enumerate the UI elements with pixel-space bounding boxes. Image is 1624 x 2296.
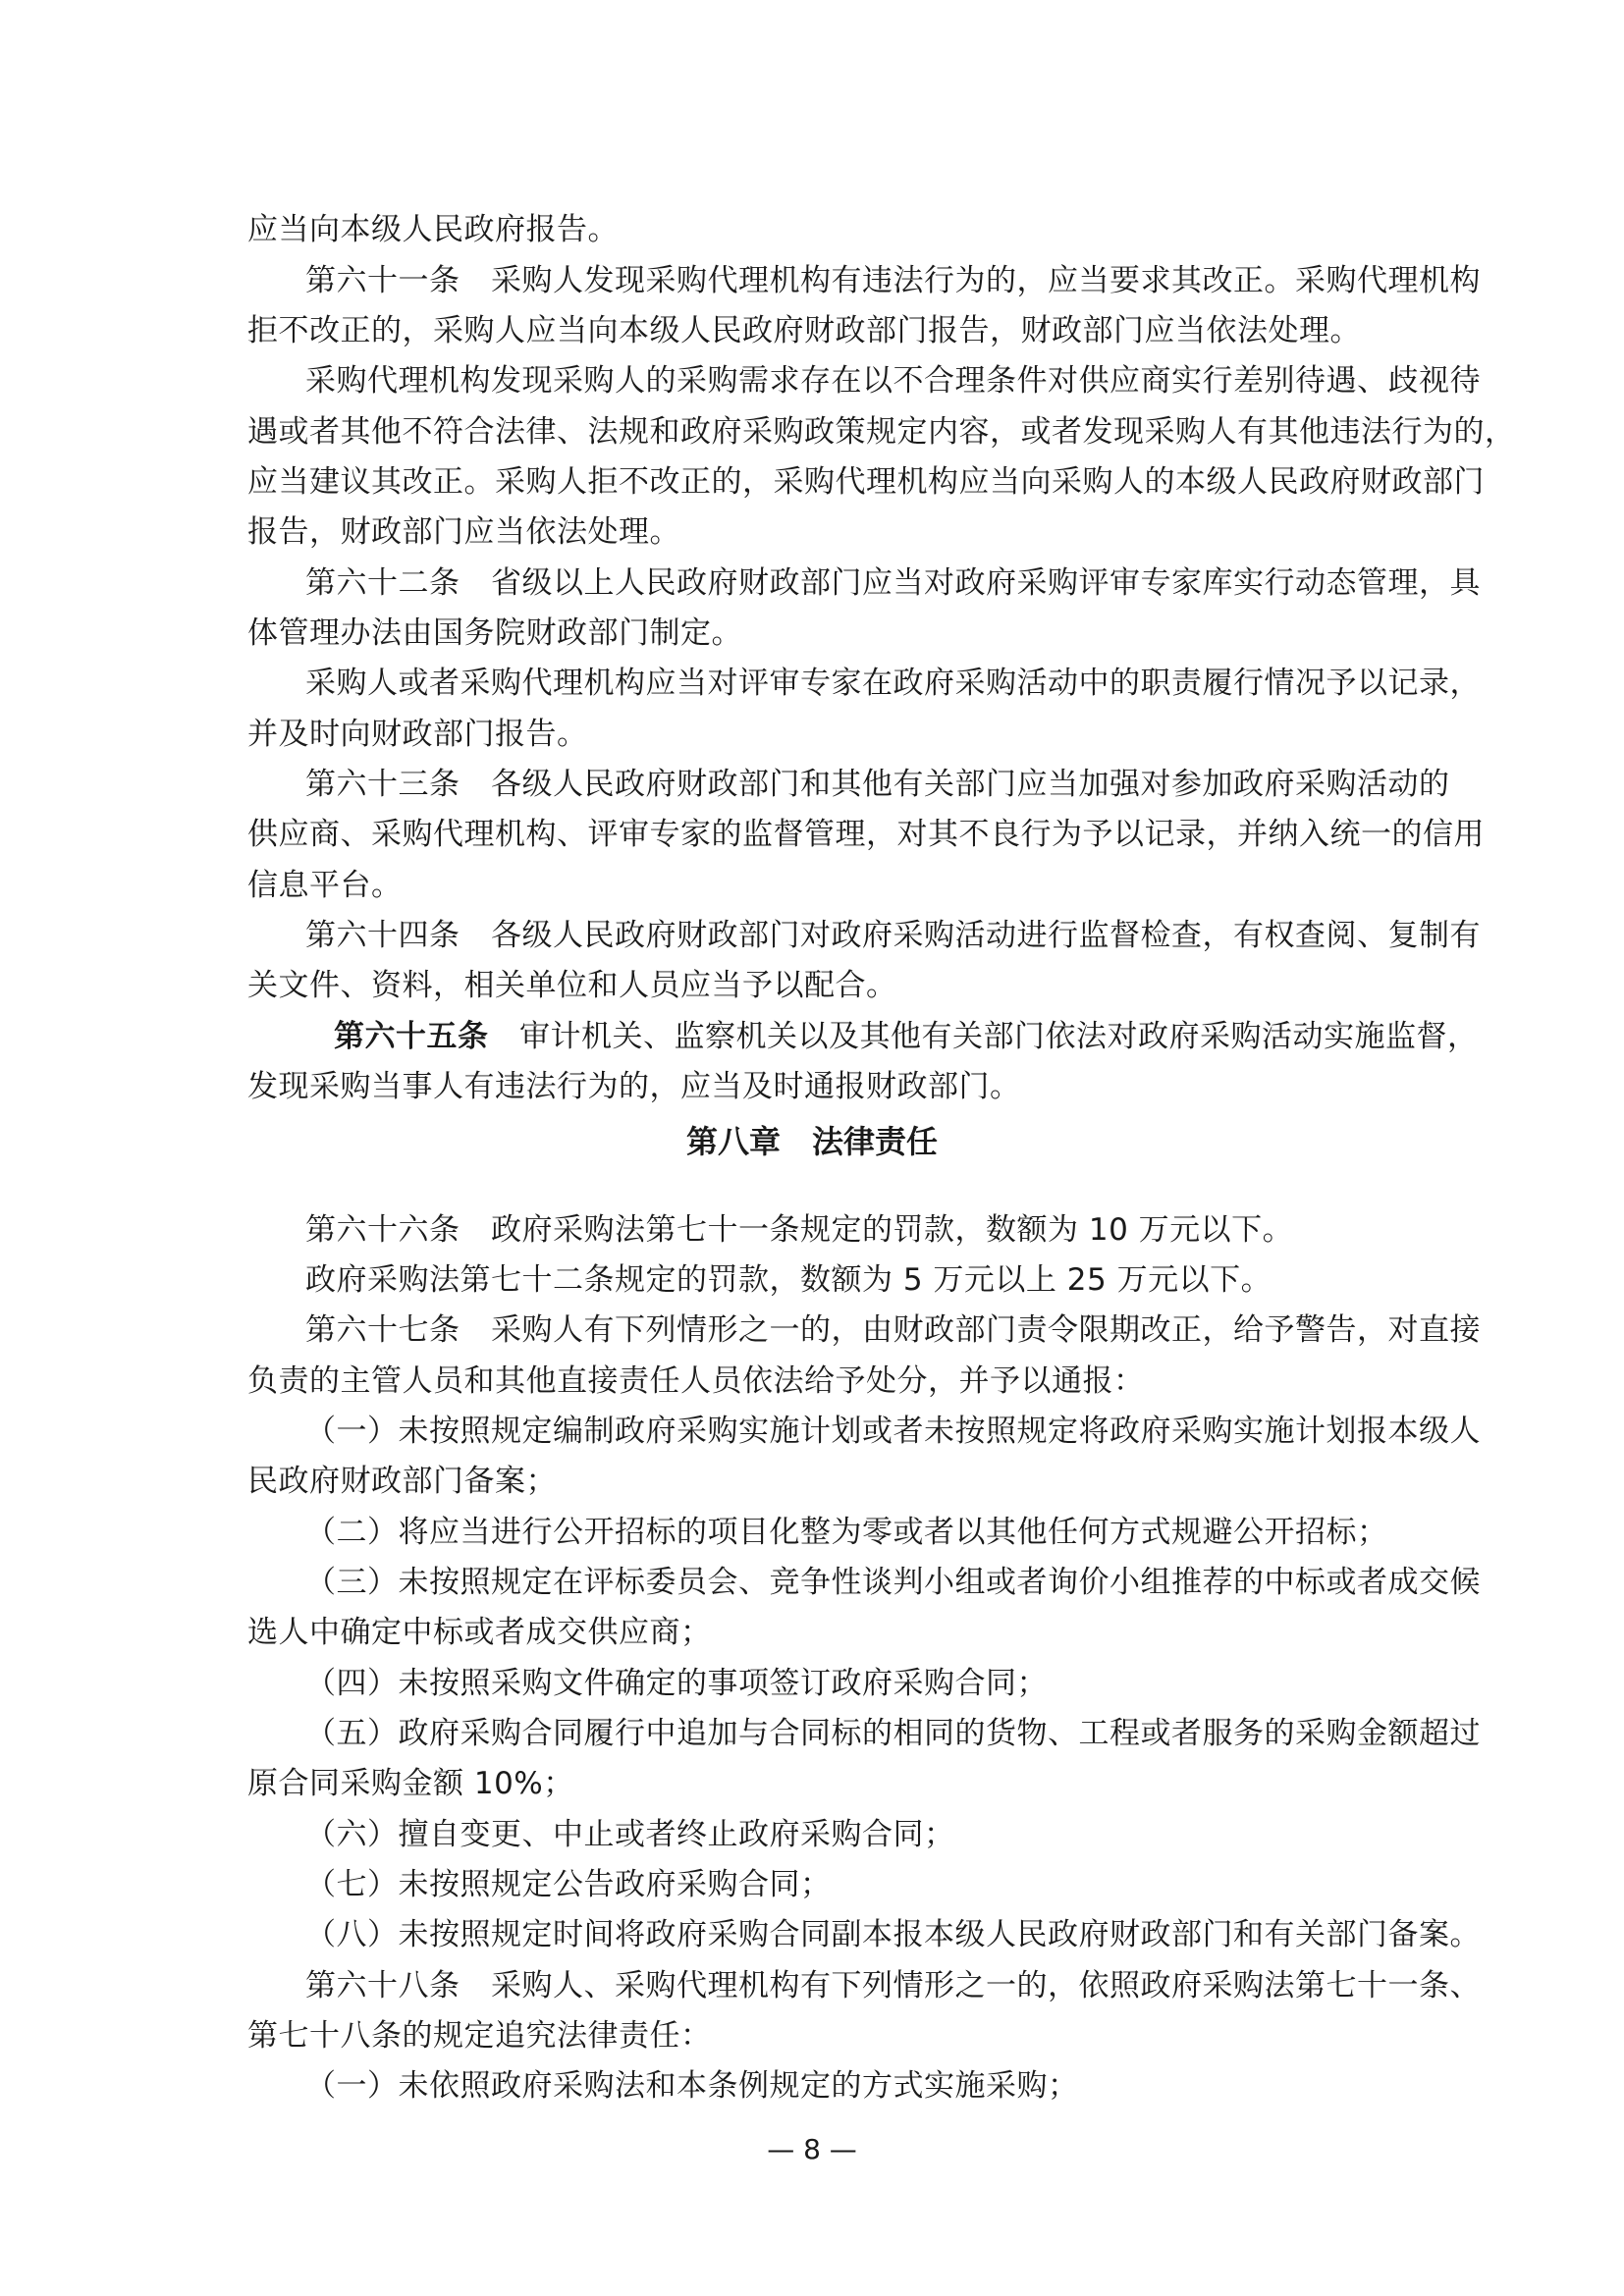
text-line: 发现采购当事人有违法行为的，应当及时通报财政部门。 [247, 1069, 1021, 1104]
text-line: 拒不改正的，采购人应当向本级人民政府财政部门报告，财政部门应当依法处理。 [247, 313, 1361, 348]
chapter-title: 第八章 法律责任 [685, 1123, 938, 1160]
text-line [334, 1017, 1479, 1056]
text-line: 遇或者其他不符合法律、法规和政府采购政策规定内容，或者发现采购人有其他违法行为的， [247, 414, 1516, 450]
article-text: 审计机关、监察机关以及其他有关部门依法对政府采购活动实施监督， [488, 1019, 1479, 1054]
article-number-bold: 第六十五条 [334, 1019, 489, 1054]
text-line: 供应商、采购代理机构、评审专家的监督管理，对其不良行为予以记录，并纳入统一的信用 [247, 817, 1485, 852]
text-line: （八）未按照规定时间将政府采购合同副本报本级人民政府财政部门和有关部门备案。 [305, 1917, 1481, 1952]
text-line: 应当建议其改正。采购人拒不改正的，采购代理机构应当向采购人的本级人民政府财政部门 [247, 464, 1485, 500]
text-line: 第六十三条 各级人民政府财政部门和其他有关部门应当加强对参加政府采购活动的 [305, 767, 1450, 802]
text-line: （四）未按照采购文件确定的事项签订政府采购合同； [305, 1666, 1048, 1701]
text-line: 采购人或者采购代理机构应当对评审专家在政府采购活动中的职责履行情况予以记录， [305, 666, 1481, 701]
text-line: 第七十八条的规定追究法律责任： [247, 2018, 712, 2054]
text-line: 负责的主管人员和其他直接责任人员依法给予处分，并予以通报： [247, 1363, 1145, 1399]
text-line: 第六十一条 采购人发现采购代理机构有违法行为的，应当要求其改正。采购代理机构 [305, 263, 1481, 298]
text-line: 第六十六条 政府采购法第七十一条规定的罚款，数额为 10 万元以下。 [305, 1212, 1294, 1248]
text-line: 原合同采购金额 10%； [247, 1766, 574, 1801]
text-line: 报告，财政部门应当依法处理。 [247, 514, 680, 550]
text-line: 并及时向财政部门报告。 [247, 717, 588, 752]
text-line: 第六十八条 采购人、采购代理机构有下列情形之一的，依照政府采购法第七十一条、 [305, 1968, 1481, 2003]
text-line: （二）将应当进行公开招标的项目化整为零或者以其他任何方式规避公开招标； [305, 1515, 1388, 1550]
text-line: 选人中确定中标或者成交供应商； [247, 1615, 712, 1650]
text-line: 第六十四条 各级人民政府财政部门对政府采购活动进行监督检查，有权查阅、复制有 [305, 918, 1481, 953]
text-line: 信息平台。 [247, 868, 403, 903]
text-line: 第六十七条 采购人有下列情形之一的，由财政部门责令限期改正，给予警告，对直接 [305, 1312, 1481, 1348]
text-line: （一）未按照规定编制政府采购实施计划或者未按照规定将政府采购实施计划报本级人 [305, 1414, 1481, 1449]
text-line: （六）擅自变更、中止或者终止政府采购合同； [305, 1817, 955, 1852]
text-line: 第六十二条 省级以上人民政府财政部门应当对政府采购评审专家库实行动态管理，具 [305, 565, 1481, 601]
page-number: — 8 — [767, 2133, 857, 2165]
text-line: 采购代理机构发现采购人的采购需求存在以不合理条件对供应商实行差别待遇、歧视待 [305, 363, 1481, 399]
text-line: 体管理办法由国务院财政部门制定。 [247, 615, 742, 651]
text-line: 应当向本级人民政府报告。 [247, 212, 619, 247]
text-line: 关文件、资料，相关单位和人员应当予以配合。 [247, 968, 897, 1003]
text-line: 政府采购法第七十二条规定的罚款，数额为 5 万元以上 25 万元以下。 [305, 1262, 1272, 1298]
text-line: （三）未按照规定在评标委员会、竞争性谈判小组或者询价小组推荐的中标或者成交候 [305, 1565, 1481, 1600]
text-line: （七）未按照规定公告政府采购合同； [305, 1867, 832, 1902]
text-line: （五）政府采购合同履行中追加与合同标的相同的货物、工程或者服务的采购金额超过 [305, 1716, 1481, 1751]
text-line: （一）未依照政府采购法和本条例规定的方式实施采购； [305, 2068, 1079, 2104]
text-line: 民政府财政部门备案； [247, 1464, 557, 1499]
